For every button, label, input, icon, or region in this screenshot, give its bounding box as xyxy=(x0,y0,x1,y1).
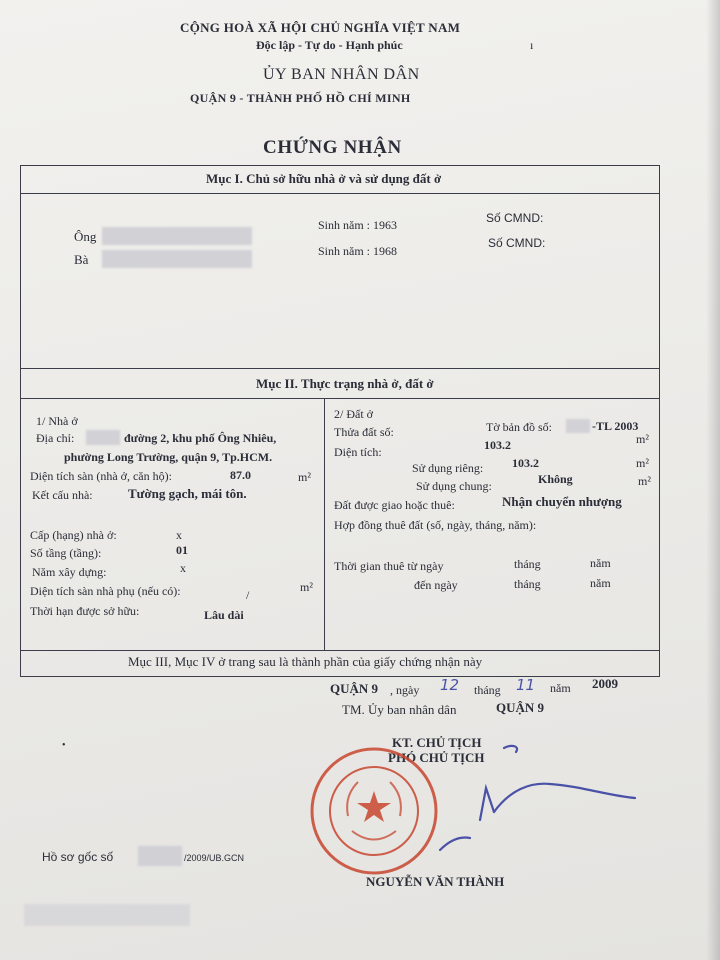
floor-area-value: 87.0 xyxy=(230,468,251,482)
issuer-title: ỦY BAN NHÂN DÂN xyxy=(263,66,420,83)
signer-role2: PHÓ CHỦ TỊCH xyxy=(388,750,485,765)
unit-m2: m² xyxy=(298,470,311,484)
address-line1: đường 2, khu phố Ông Nhiêu, xyxy=(124,431,277,445)
owner2-birth: Sinh năm : 1968 xyxy=(318,244,398,258)
owner1-id: Số CMND: xyxy=(486,211,544,225)
signer-name: NGUYỄN VĂN THÀNH xyxy=(366,874,505,889)
map-value: -TL 2003 xyxy=(592,419,639,433)
page-edge-shadow xyxy=(706,0,720,960)
lease-year-label: năm xyxy=(590,556,611,570)
lease-year-label: năm xyxy=(590,576,611,590)
divider xyxy=(20,650,660,651)
floors-value: 01 xyxy=(176,543,188,557)
land-label: 2/ Đất ở xyxy=(334,407,374,421)
owner2-id: Số CMND: xyxy=(488,236,546,250)
national-motto: Độc lập - Tự do - Hạnh phúc xyxy=(256,38,403,52)
issuer-district: QUẬN 9 - THÀNH PHỐ HỒ CHÍ MINH xyxy=(190,91,411,105)
date-year-label: năm xyxy=(550,681,571,695)
handwritten-signature xyxy=(420,740,650,860)
structure-value: Tường gạch, mái tôn. xyxy=(128,486,247,501)
divider xyxy=(20,368,660,369)
redacted-house-number xyxy=(86,430,120,445)
unit-m2: m² xyxy=(300,580,313,594)
unit-m2: m² xyxy=(638,474,651,488)
date-month-label: tháng xyxy=(474,683,501,697)
national-title: CỘNG HOÀ XÃ HỘI CHỦ NGHĨA VIỆT NAM xyxy=(180,20,461,35)
continuation-note: Mục III, Mục IV ở trang sau là thành phần của giấy chứng nhận này xyxy=(128,654,483,669)
land-assign-label: Đất được giao hoặc thuê: xyxy=(334,498,455,512)
redacted-area xyxy=(24,904,190,926)
shared-use-label: Sử dụng chung: xyxy=(416,479,492,493)
plot-label: Thửa đất số: xyxy=(334,425,394,439)
redacted-file-number xyxy=(138,846,182,866)
floor-area-label: Diện tích sàn (nhà ở, căn hộ): xyxy=(30,469,172,483)
date-month-value: 11 xyxy=(516,676,536,694)
shared-use-value: Không xyxy=(538,472,573,486)
lease-to-label: đến ngày xyxy=(414,578,458,592)
address-label: Địa chỉ: xyxy=(36,431,75,445)
year-built-label: Năm xây dựng: xyxy=(32,565,107,579)
document-title: CHỨNG NHẬN xyxy=(263,137,402,158)
date-place: QUẬN 9 xyxy=(330,681,379,696)
lease-month-label: tháng xyxy=(514,577,541,591)
owner2-label: Bà xyxy=(74,252,89,267)
year-built-value: x xyxy=(180,561,186,575)
structure-label: Kết cấu nhà: xyxy=(32,488,93,502)
date-day-label: , ngày xyxy=(390,683,420,697)
private-use-value: 103.2 xyxy=(512,456,539,470)
owner1-label: Ông xyxy=(74,229,97,244)
lease-from-label: Thời gian thuê từ ngày xyxy=(334,559,444,573)
divider xyxy=(20,398,660,399)
lease-contract-label: Hợp đồng thuê đất (số, ngày, tháng, năm): xyxy=(334,518,537,532)
grade-label: Cấp (hạng) nhà ở: xyxy=(30,528,117,542)
lease-month-label: tháng xyxy=(514,557,541,571)
section1-heading: Mục I. Chủ sở hữu nhà ở và sử dụng đất ở xyxy=(206,171,442,186)
ownership-term-label: Thời hạn được sở hữu: xyxy=(30,604,140,618)
date-day-value: 12 xyxy=(440,676,460,694)
redacted-map-number xyxy=(566,419,590,433)
grade-value: x xyxy=(176,528,182,542)
house-label: 1/ Nhà ở xyxy=(36,414,78,428)
land-area-value: 103.2 xyxy=(484,438,511,452)
aux-area-value: / xyxy=(246,588,250,602)
file-suffix: /2009/UB.GCN xyxy=(184,853,245,863)
signer-role1: KT. CHỦ TỊCH xyxy=(392,735,482,750)
private-use-label: Sử dụng riêng: xyxy=(412,461,484,475)
land-assign-value: Nhận chuyển nhượng xyxy=(502,494,622,509)
land-area-label: Diện tích: xyxy=(334,445,382,459)
signing-org-district: QUẬN 9 xyxy=(496,700,545,715)
aux-area-label: Diện tích sàn nhà phụ (nếu có): xyxy=(30,584,181,598)
ink-dot: • xyxy=(62,740,66,751)
unit-m2: m² xyxy=(636,456,649,470)
unit-m2: m² xyxy=(636,432,649,446)
column-divider xyxy=(324,398,325,650)
section2-heading: Mục II. Thực trạng nhà ở, đất ở xyxy=(256,376,434,391)
map-label: Tờ bản đồ số: xyxy=(486,420,553,434)
owner1-birth: Sinh năm : 1963 xyxy=(318,218,398,232)
date-year-value: 2009 xyxy=(592,676,618,691)
signing-org: TM. Ủy ban nhân dân xyxy=(342,702,457,717)
ownership-term-value: Lâu dài xyxy=(204,608,244,622)
redacted-name xyxy=(102,250,252,268)
floors-label: Số tầng (tầng): xyxy=(30,546,102,560)
redacted-name xyxy=(102,227,252,245)
address-line2: phường Long Trường, quận 9, Tp.HCM. xyxy=(64,450,273,464)
ink-mark: ı xyxy=(530,38,534,52)
divider xyxy=(20,193,660,194)
file-label: Hồ sơ gốc số xyxy=(42,850,114,864)
